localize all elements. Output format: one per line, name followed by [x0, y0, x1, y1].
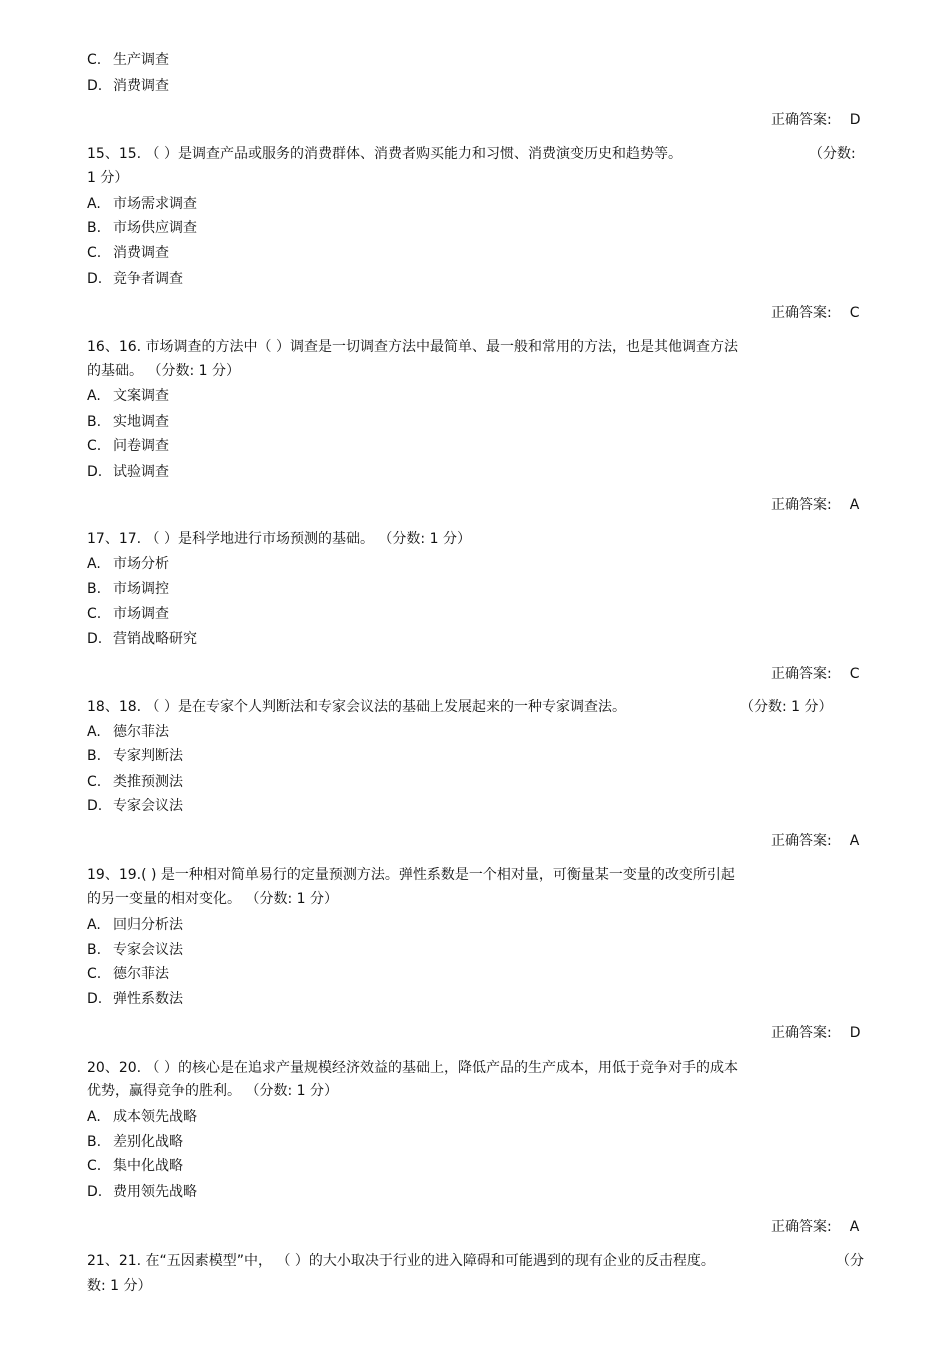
- option-letter: D.: [87, 78, 103, 94]
- option-letter: A.: [87, 556, 101, 572]
- option-letter: C.: [87, 438, 102, 454]
- q18-option-a: [87, 722, 169, 742]
- answer-label: 正确答案:: [771, 666, 832, 682]
- question-15-line2: 1 分）: [87, 170, 129, 186]
- option-text: 专家判断法: [113, 748, 183, 764]
- question-16-line1: 16、16. 市场调查的方法中（ ）调查是一切调查方法中最简单、最一般和常用的方法，也是其他调查方法: [87, 339, 738, 355]
- question-18-score: （分数: 1 分）: [740, 699, 833, 715]
- q15-option-d: [87, 269, 183, 289]
- q20-option-d: [87, 1182, 197, 1202]
- answer-label: 正确答案:: [771, 305, 832, 321]
- option-text: 差别化战略: [113, 1134, 183, 1150]
- option-letter: A.: [87, 917, 101, 933]
- q19-option-a: [87, 915, 183, 935]
- option-text: 文案调查: [113, 388, 169, 404]
- option-text: 生产调查: [113, 52, 169, 68]
- question-19-line2: 的另一变量的相对变化。 （分数: 1 分）: [87, 891, 338, 907]
- answer-label: 正确答案:: [771, 497, 832, 513]
- option-text: 市场需求调查: [113, 196, 197, 212]
- option-letter: D.: [87, 1184, 103, 1200]
- option-text: 竞争者调查: [113, 271, 183, 287]
- q20-option-c: [87, 1156, 183, 1176]
- option-d: [87, 76, 169, 96]
- option-letter: B.: [87, 414, 102, 430]
- answer-value: A: [849, 497, 860, 513]
- option-text: 专家会议法: [113, 942, 183, 958]
- question-18-line1: 18、18. （ ）是在专家个人判断法和专家会议法的基础上发展起来的一种专家调查法。: [87, 699, 626, 715]
- question-15-line1: 15、15. （ ）是调查产品或服务的消费群体、消费者购买能力和习惯、消费演变历史和趋势等。: [87, 146, 682, 162]
- option-letter: A.: [87, 196, 101, 212]
- answer-label: 正确答案:: [771, 1025, 832, 1041]
- correct-answer-15: [771, 303, 860, 323]
- option-letter: A.: [87, 1109, 101, 1125]
- option-text: 回归分析法: [113, 917, 183, 933]
- question-21-score: （分: [836, 1253, 864, 1269]
- q17-option-d: [87, 629, 197, 649]
- question-21-line2: 数: 1 分）: [87, 1278, 152, 1294]
- option-letter: D.: [87, 271, 103, 287]
- answer-label: 正确答案:: [771, 1219, 832, 1235]
- q19-option-c: [87, 964, 169, 984]
- option-text: 消费调查: [113, 78, 169, 94]
- correct-answer-17: [771, 664, 860, 684]
- answer-value: D: [849, 112, 861, 128]
- option-text: 市场调控: [113, 581, 169, 597]
- q18-option-b: [87, 746, 183, 766]
- answer-value: C: [849, 666, 860, 682]
- answer-value: C: [849, 305, 860, 321]
- option-letter: D.: [87, 631, 103, 647]
- option-letter: C.: [87, 606, 102, 622]
- option-text: 集中化战略: [113, 1158, 183, 1174]
- option-letter: B.: [87, 748, 102, 764]
- q16-option-c: [87, 436, 169, 456]
- option-text: 市场分析: [113, 556, 169, 572]
- q16-option-b: [87, 412, 169, 432]
- option-letter: B.: [87, 942, 102, 958]
- q17-option-b: [87, 579, 169, 599]
- option-letter: C.: [87, 52, 102, 68]
- option-letter: C.: [87, 966, 102, 982]
- q20-option-a: [87, 1107, 197, 1127]
- q16-option-a: [87, 386, 169, 406]
- option-letter: D.: [87, 798, 103, 814]
- correct-answer-19: [771, 1023, 861, 1043]
- option-text: 消费调查: [113, 245, 169, 261]
- question-19-line1: 19、19.( ) 是一种相对简单易行的定量预测方法。弹性系数是一个相对量，可衡量某一变量的改变所引起: [87, 867, 735, 883]
- option-c: [87, 50, 169, 70]
- q17-option-c: [87, 604, 169, 624]
- option-text: 市场调查: [113, 606, 169, 622]
- question-16-line2: 的基础。 （分数: 1 分）: [87, 363, 240, 379]
- answer-value: A: [849, 1219, 860, 1235]
- option-text: 德尔菲法: [113, 966, 169, 982]
- q19-option-b: [87, 940, 183, 960]
- correct-answer-16: [771, 495, 859, 515]
- q15-option-a: [87, 194, 197, 214]
- answer-label: 正确答案:: [771, 833, 832, 849]
- option-letter: C.: [87, 1158, 102, 1174]
- option-text: 营销战略研究: [113, 631, 197, 647]
- option-letter: B.: [87, 1134, 102, 1150]
- option-letter: D.: [87, 464, 103, 480]
- option-letter: B.: [87, 581, 102, 597]
- option-text: 实地调查: [113, 414, 169, 430]
- question-20-line2: 优势，赢得竞争的胜利。 （分数: 1 分）: [87, 1083, 338, 1099]
- option-text: 成本领先战略: [113, 1109, 197, 1125]
- option-text: 费用领先战略: [113, 1184, 197, 1200]
- answer-value: D: [849, 1025, 861, 1041]
- q18-option-c: [87, 772, 183, 792]
- q16-option-d: [87, 462, 169, 482]
- question-17-line1: 17、17. （ ）是科学地进行市场预测的基础。 （分数: 1 分）: [87, 531, 471, 547]
- q18-option-d: [87, 796, 183, 816]
- q17-option-a: [87, 554, 169, 574]
- question-20-line1: 20、20. （ ）的核心是在追求产量规模经济效益的基础上，降低产品的生产成本，用低于竞争对手的成本: [87, 1060, 738, 1076]
- option-text: 类推预测法: [113, 774, 183, 790]
- q20-option-b: [87, 1132, 183, 1152]
- option-text: 专家会议法: [113, 798, 183, 814]
- q15-option-b: [87, 218, 197, 238]
- correct-answer-20: [771, 1217, 859, 1237]
- option-text: 试验调查: [113, 464, 169, 480]
- option-letter: A.: [87, 724, 101, 740]
- option-text: 德尔菲法: [113, 724, 169, 740]
- option-letter: A.: [87, 388, 101, 404]
- answer-label: 正确答案:: [771, 112, 832, 128]
- option-text: 问卷调查: [113, 438, 169, 454]
- option-text: 弹性系数法: [113, 991, 183, 1007]
- q19-option-d: [87, 989, 183, 1009]
- correct-answer-14: [771, 110, 861, 130]
- option-letter: C.: [87, 774, 102, 790]
- question-21-line1: 21、21. 在“五因素模型”中， （ ）的大小取决于行业的进入障碍和可能遇到的现有企业的反击程度。: [87, 1253, 715, 1269]
- answer-value: A: [849, 833, 860, 849]
- option-letter: D.: [87, 991, 103, 1007]
- option-letter: C.: [87, 245, 102, 261]
- correct-answer-18: [771, 831, 859, 851]
- option-text: 市场供应调查: [113, 220, 197, 236]
- option-letter: B.: [87, 220, 102, 236]
- q15-option-c: [87, 243, 169, 263]
- question-15-score: （分数:: [809, 146, 856, 162]
